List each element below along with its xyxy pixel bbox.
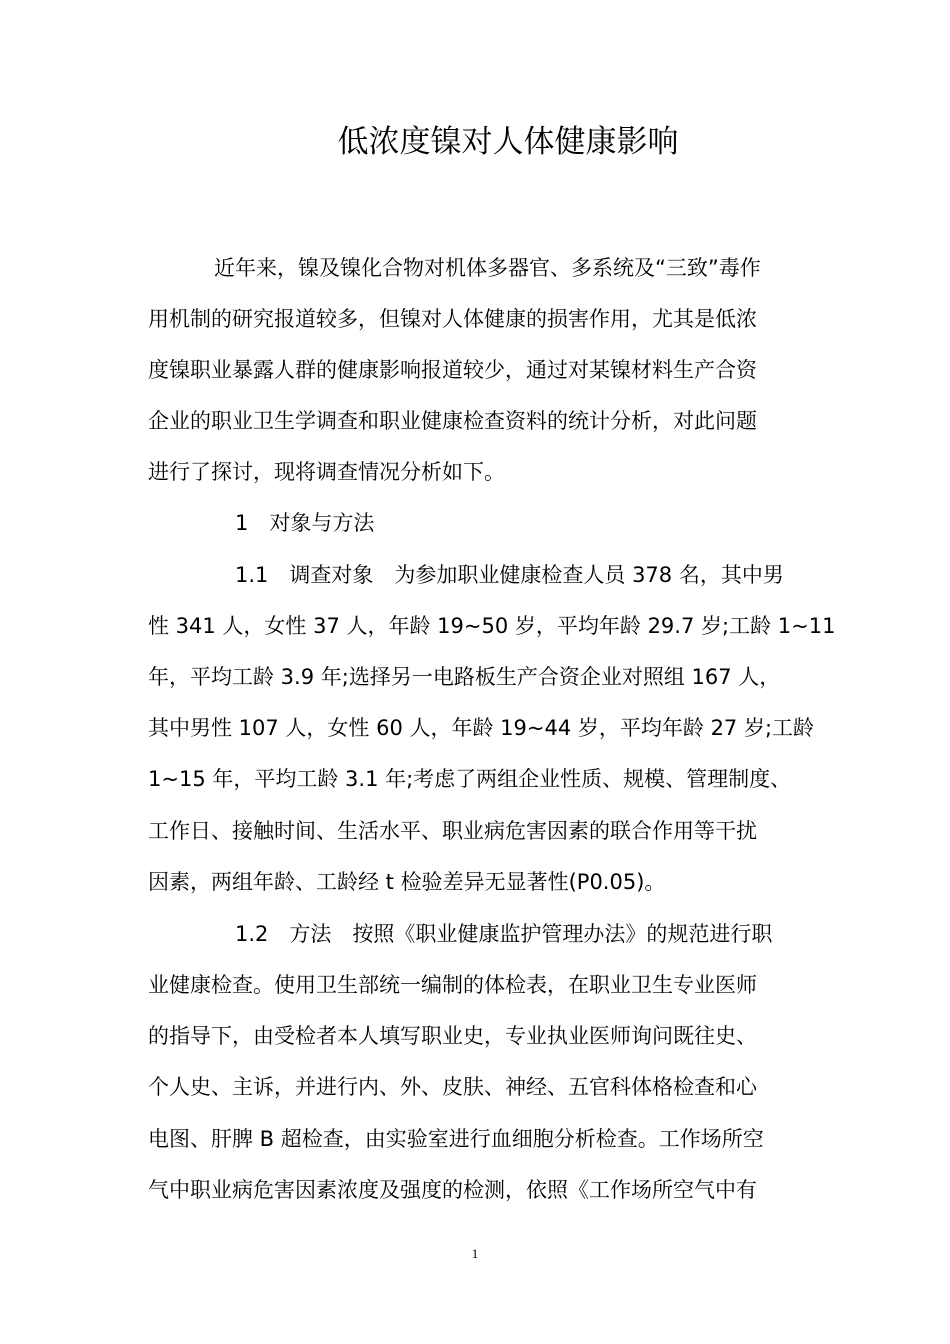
paragraph-line: 电图、肝脾 B 超检查，由实验室进行血细胞分析检查。工作场所空 — [148, 1127, 764, 1151]
paragraph-line: 其中男性 107 人，女性 60 人，年龄 19~44 岁，平均年龄 27 岁;工龄 — [148, 716, 815, 740]
paragraph-line: 个人史、主诉，并进行内、外、皮肤、神经、五官科体格检查和心 — [148, 1075, 757, 1099]
paragraph-line: 因素，两组年龄、工龄经 t 检验差异无显著性(P0.05)。 — [148, 870, 666, 894]
paragraph-line: 气中职业病危害因素浓度及强度的检测，依照《工作场所空气中有 — [148, 1178, 757, 1202]
page-number: 1 — [471, 1246, 479, 1261]
section-heading: 1 对象与方法 — [235, 511, 375, 535]
paragraph-line: 近年来，镍及镍化合物对机体多器官、多系统及“三致”毒作 — [214, 256, 761, 280]
paragraph-line: 业健康检查。使用卫生部统一编制的体检表，在职业卫生专业医师 — [148, 973, 757, 997]
paragraph-line: 1.1 调查对象 为参加职业健康检查人员 378 名，其中男 — [235, 563, 784, 587]
paragraph-line: 工作日、接触时间、生活水平、职业病危害因素的联合作用等干扰 — [148, 819, 757, 843]
paragraph-line: 1.2 方法 按照《职业健康监护管理办法》的规范进行职 — [235, 922, 773, 946]
paragraph-line: 度镍职业暴露人群的健康影响报道较少，通过对某镍材料生产合资 — [148, 358, 757, 382]
paragraph-line: 的指导下，由受检者本人填写职业史，专业执业医师询问既往史、 — [148, 1024, 757, 1048]
document-title: 低浓度镍对人体健康影响 — [337, 124, 679, 160]
paragraph-line: 进行了探讨，现将调查情况分析如下。 — [148, 460, 505, 484]
paragraph-line: 1~15 年，平均工龄 3.1 年;考虑了两组企业性质、规模、管理制度、 — [148, 767, 792, 791]
paragraph-line: 性 341 人，女性 37 人，年龄 19~50 岁，平均年龄 29.7 岁;工龄 1~11 — [148, 614, 836, 638]
paragraph-line: 年，平均工龄 3.9 年;选择另一电路板生产合资企业对照组 167 人， — [148, 665, 781, 689]
paragraph-line: 企业的职业卫生学调查和职业健康检查资料的统计分析，对此问题 — [148, 409, 757, 433]
paragraph-line: 用机制的研究报道较多，但镍对人体健康的损害作用，尤其是低浓 — [148, 307, 757, 331]
